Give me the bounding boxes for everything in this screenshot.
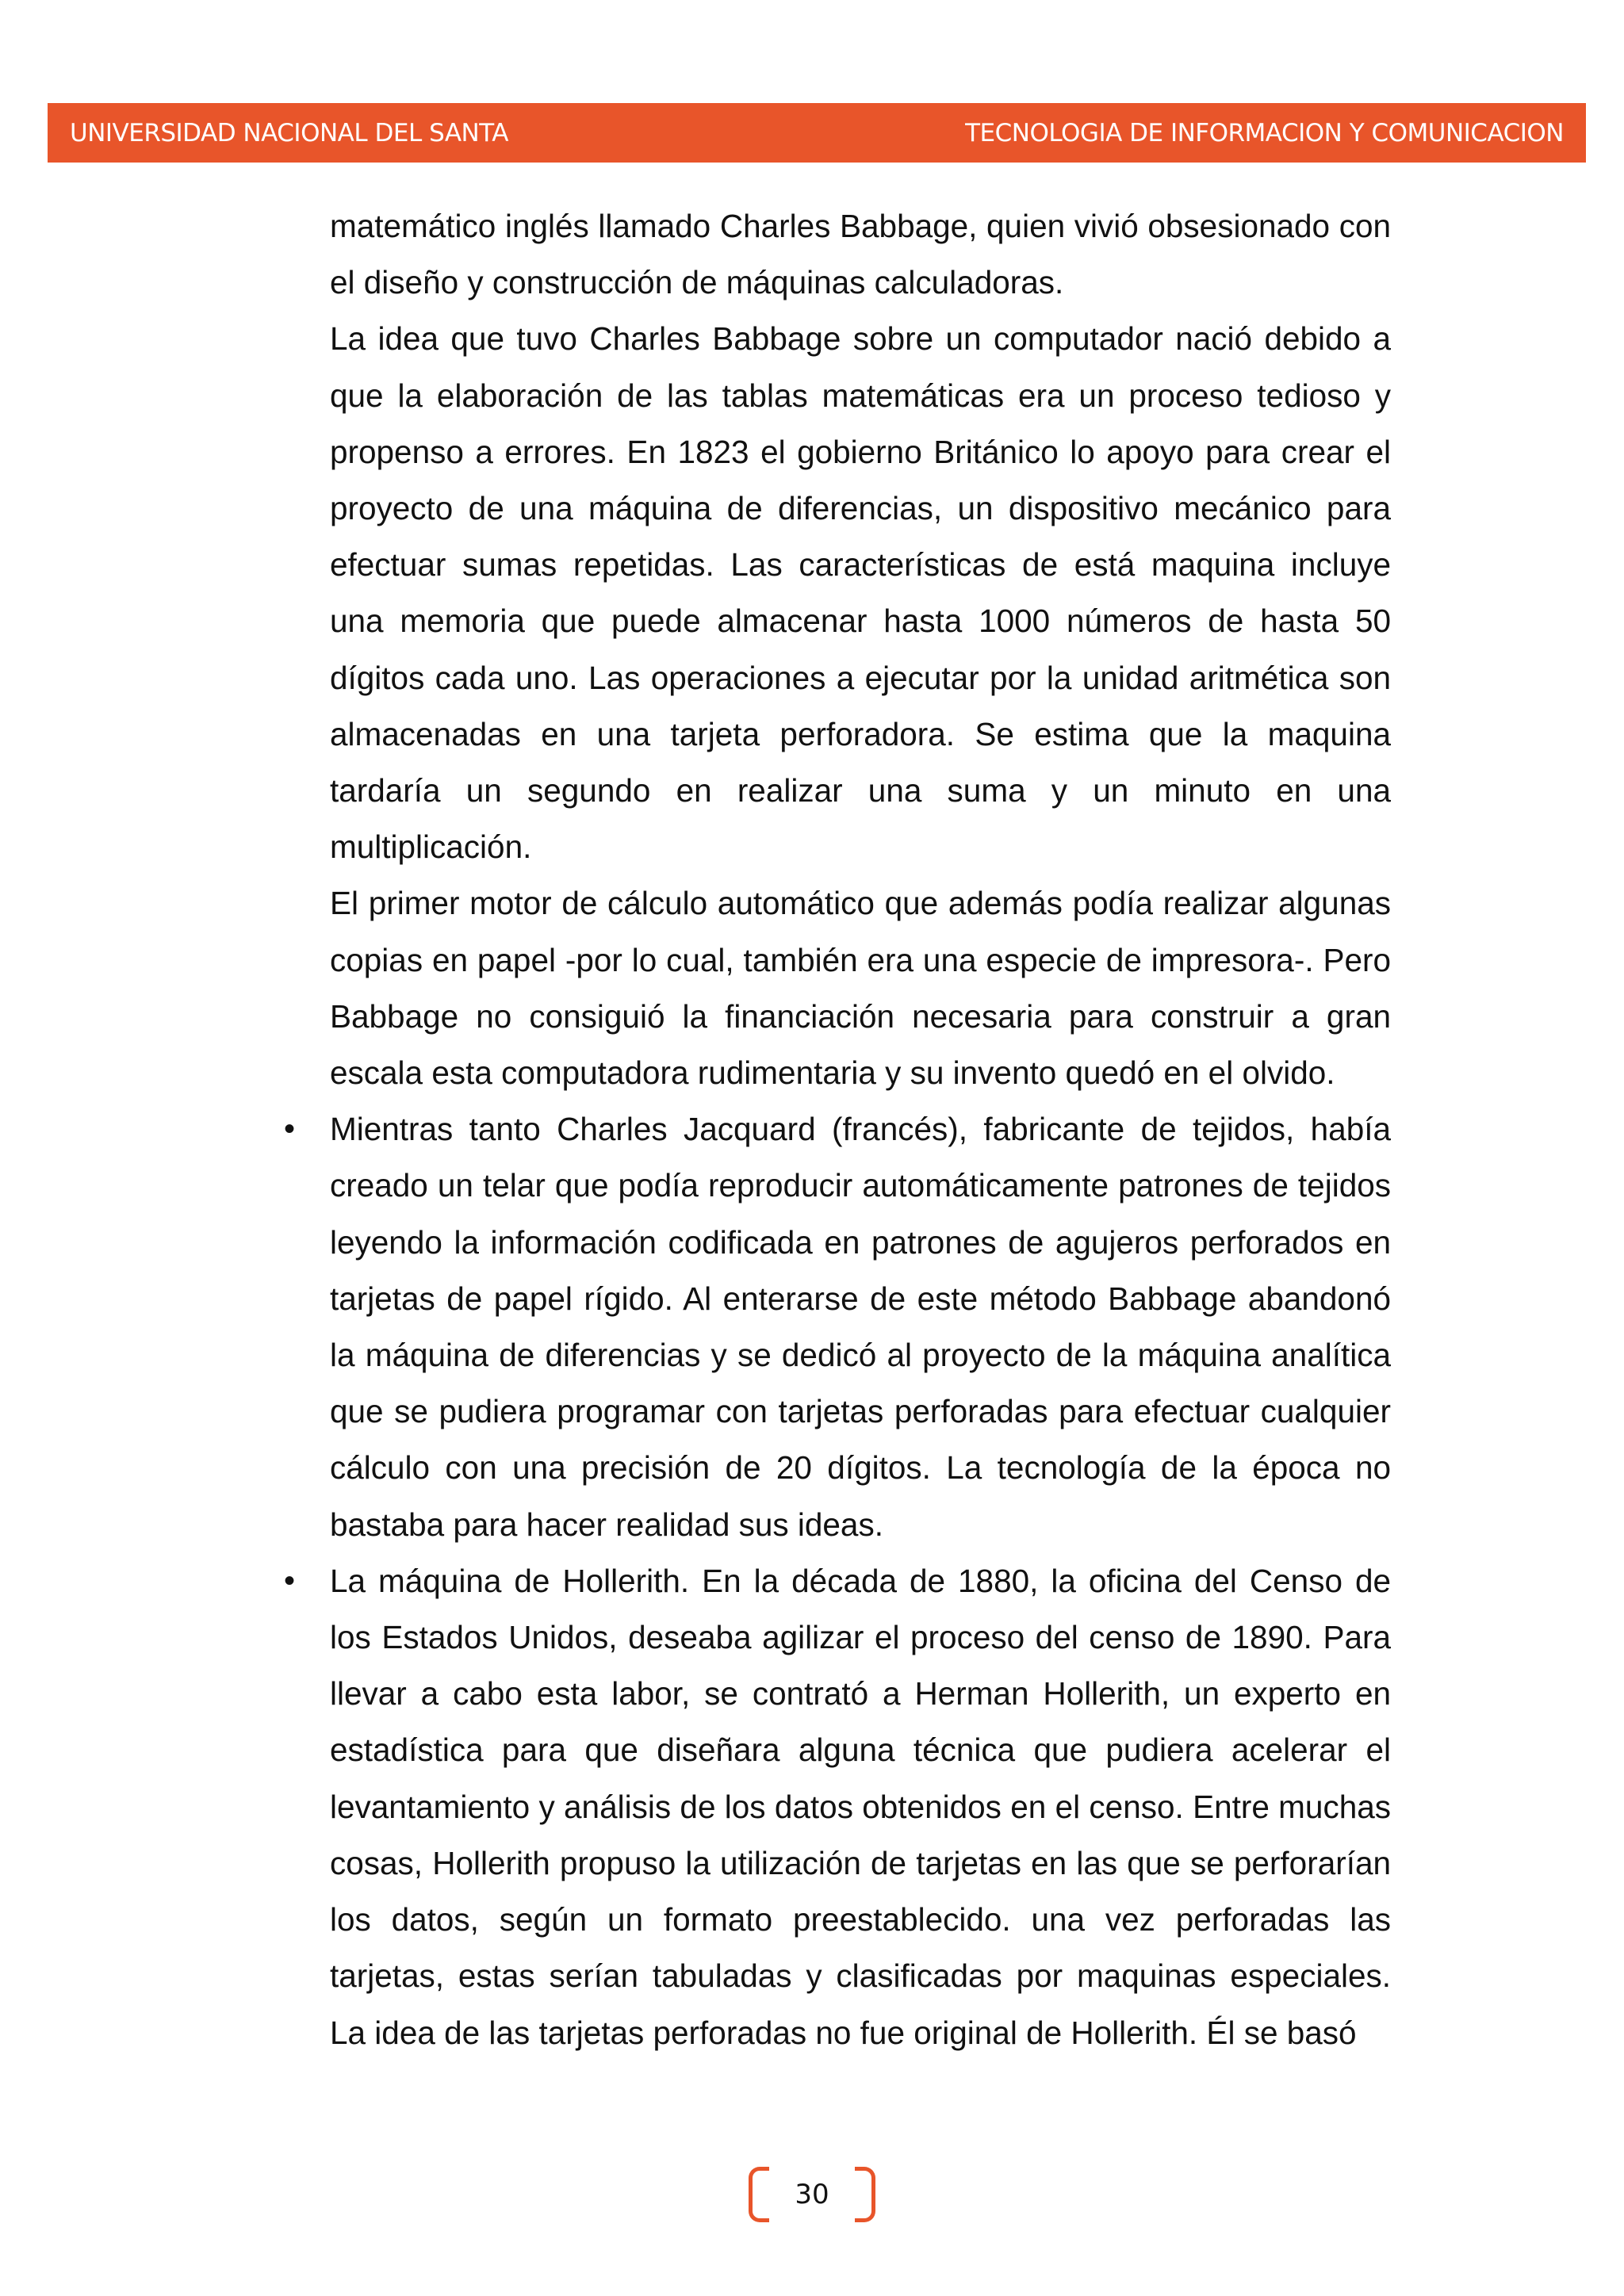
- document-body: [284, 198, 1391, 2061]
- paragraph-continuation: matemático inglés llamado Charles Babbage, quien vivió obsesionado con el diseño y construcción de máquinas calculadoras.: [330, 208, 1391, 301]
- bullet-icon: •: [284, 1563, 296, 1598]
- bullet-list: [284, 1101, 1391, 2061]
- page-footer: [0, 2163, 1624, 2226]
- page-header-bar: [48, 103, 1586, 163]
- bullet-icon: •: [284, 1112, 296, 1147]
- list-item-jacquard: [284, 1101, 1391, 1553]
- list-item-text: Mientras tanto Charles Jacquard (francés), fabricante de tejidos, había creado un telar que podía reproducir automáticamente patrones de tejidos leyendo la información codificada en patrones de agujeros perforados en tarjetas de papel rígido. Al enterarse de este método Babbage abandonó la máquina de diferencias y se dedicó al proyecto de la máquina analítica que se pudiera programar con tarjetas perforadas para efectuar cualquier cálculo con una precisión de 20 dígitos. La tecnología de la época no bastaba para hacer realidad sus ideas.: [330, 1111, 1391, 1543]
- page-number: 30: [795, 2179, 829, 2210]
- header-university: UNIVERSIDAD NACIONAL DEL SANTA: [70, 118, 508, 147]
- list-item-text: La máquina de Hollerith. En la década de 1880, la oficina del Censo de los Estados Unidos, deseaba agilizar el proceso del censo de 1890. Para llevar a cabo esta labor, se contrató a Herman Hollerith, un experto en estadística para que diseñara alguna técnica que pudiera acelerar el levantamiento y análisis de los datos obtenidos en el censo. Entre muchas cosas, Hollerith propuso la utilización de tarjetas en las que se perforarían los datos, según un formato preestablecido. una vez perforadas las tarjetas, estas serían tabuladas y clasificadas por maquinas especiales. La idea de las tarjetas perforadas no fue original de Hollerith. Él se basó: [330, 1562, 1391, 2051]
- paragraph-babbage-idea: La idea que tuvo Charles Babbage sobre un computador nació debido a que la elaboración de las tablas matemáticas era un proceso tedioso y propenso a errores. En 1823 el gobierno Británico lo apoyo para crear el proyecto de una máquina de diferencias, un dispositivo mecánico para efectuar sumas repetidas. Las características de está maquina incluye una memoria que puede almacenar hasta 1000 números de hasta 50 dígitos cada uno. Las operaciones a ejecutar por la unidad aritmética son almacenadas en una tarjeta perforadora. Se estima que la maquina tardaría un segundo en realizar una suma y un minuto en una multiplicación.: [330, 320, 1391, 866]
- header-course-title: TECNOLOGIA DE INFORMACION Y COMUNICACION: [965, 118, 1564, 147]
- right-bracket-icon: [855, 2167, 875, 2222]
- paragraph-first-engine: El primer motor de cálculo automático que además podía realizar algunas copias en papel -por lo cual, también era una especie de impresora-. Pero Babbage no consiguió la financiación necesaria para construir a gran escala esta computadora rudimentaria y su invento quedó en el olvido.: [330, 885, 1391, 1092]
- left-bracket-icon: [749, 2167, 769, 2222]
- list-item-hollerith: [284, 1553, 1391, 2061]
